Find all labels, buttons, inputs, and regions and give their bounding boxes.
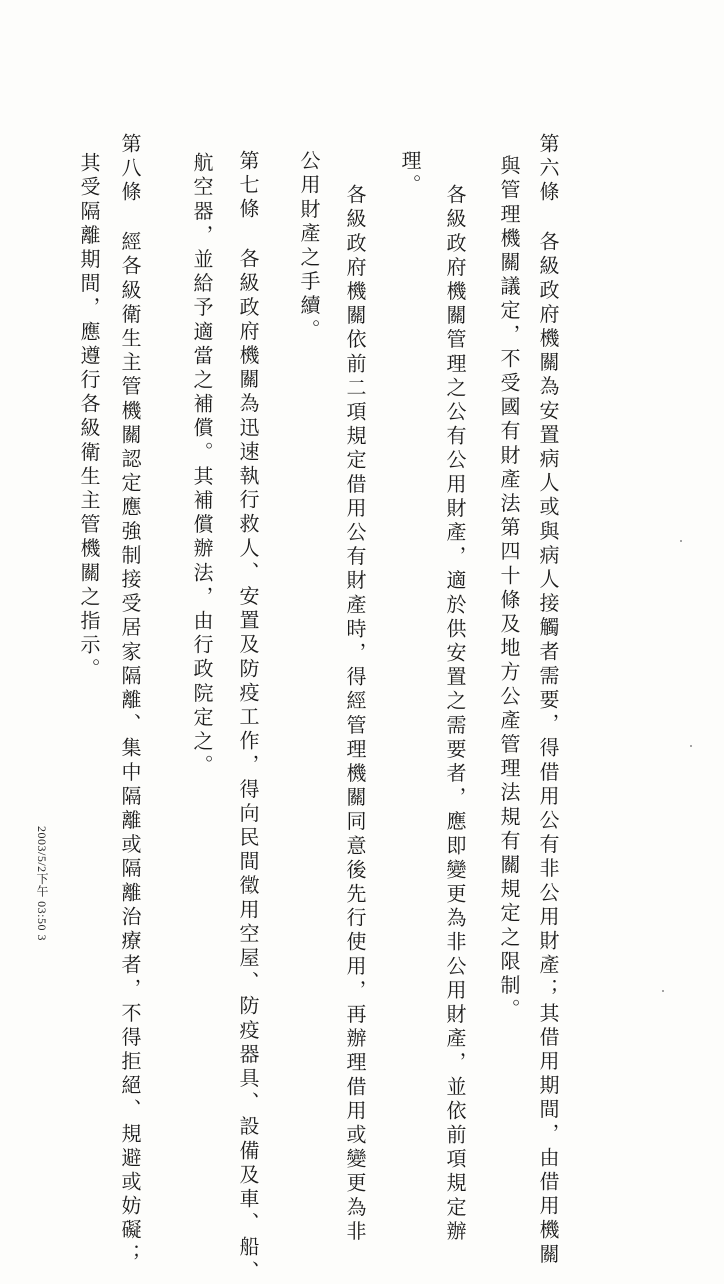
article-8-label: 第八條 xyxy=(118,133,142,205)
article-6-line-2: 與管理機關議定，不受國有財產法第四十條及地方公產管理法規有關規定之限制。 xyxy=(497,155,521,1023)
article-6-line-3: 各級政府機關管理之公有公用財產，適於供安置之需要者，應即變更為非公用財產，並依前項規定辦 xyxy=(443,184,467,1245)
article-6-label: 第六條 xyxy=(536,133,560,205)
scan-speck xyxy=(680,540,682,542)
article-8-line-1: 第八條經各級衛生主管機關認定應強制接受居家隔離、集中隔離或隔離治療者，不得拒絕、規避或妨礙； xyxy=(118,133,142,1268)
footer-timestamp: 2003/5/2下午 03:50 3 xyxy=(35,826,49,942)
article-7-line-1: 第七條各級政府機關為迅速執行救人、安置及防疫工作，得向民間徵用空屋、防疫器具、設備及車、船、 xyxy=(236,150,260,1284)
article-8-line-2: 其受隔離期間，應遵行各級衛生主管機關之指示。 xyxy=(77,152,101,683)
article-6-line-6: 公用財產之手續。 xyxy=(297,150,321,343)
article-6-line-1: 第六條各級政府機關為安置病人或與病人接觸者需要，得借用公有非公用財產；其借用期間，由借用機關 xyxy=(536,133,560,1268)
scan-speck xyxy=(662,990,664,992)
article-6-line-5: 各級政府機關依前二項規定借用公有財產時，得經管理機關同意後先行使用，再辦理借用或變更為非 xyxy=(343,184,367,1245)
article-7-line-2: 航空器，並給予適當之補償。其補償辦法，由行政院定之。 xyxy=(190,152,214,779)
scan-speck xyxy=(690,745,692,747)
article-7-label: 第七條 xyxy=(236,150,260,222)
article-6-line-4: 理。 xyxy=(398,150,422,199)
